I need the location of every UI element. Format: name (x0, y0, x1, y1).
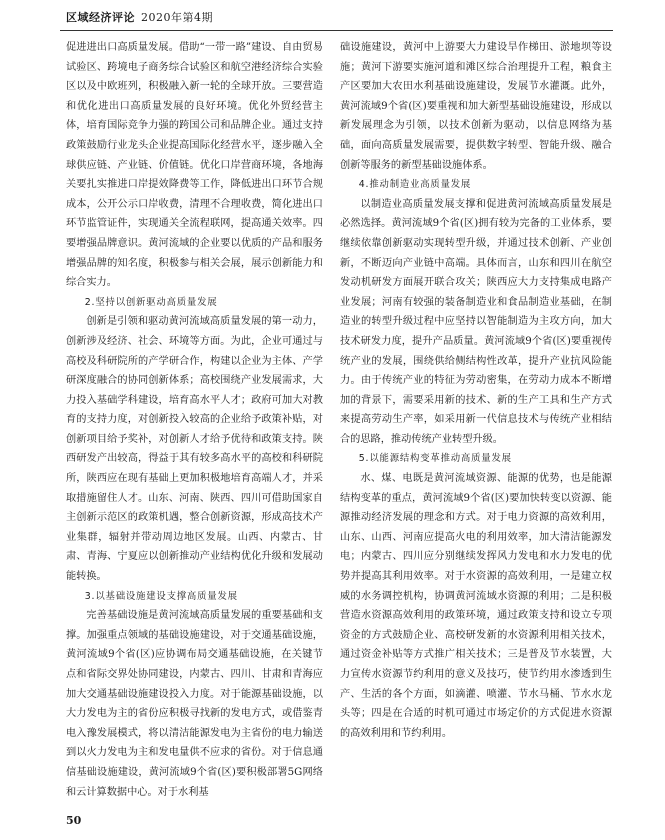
section-heading: 3.以基础设施建设支撑高质量发展 (84, 590, 238, 602)
paragraph: 水、煤、电既是黄河流域资源、能源的优势，也是能源结构变革的重点，黄河流域9个省(区)要加快转变以资源、能源推动经济发展的理念和方式。对于电力资源的高效利用，山东、山西、河南应提高火电的利用效率，加大清洁能源发电；内蒙古、四川应分别继续发挥风力发电和水力发电的优势并提高其利用效率。对于水资源的高效利用，一是建立权威的水务调控机构，协调黄河流域水资源的利用；二是积极营造水资源高效利用的政策环境，通过政策支持和设立专项资金的方式鼓励企业、高校研发新的水资源利用相关技术，通过资金补贴等方式推广相关技术；三是普及节水装置，大力宣传水资源节约利用的意义及技巧，使节约用水渗透到生产、生活的各个方面，如滴灌、喷灌、节水马桶、节水水龙头等；四是在合适的时机可通过市场定价的方式促进水资源的高效利用和节约利用。 (340, 473, 612, 739)
right-column (340, 38, 612, 743)
paragraph: 促进进出口高质量发展。借助“一带一路”建设、自由贸易试验区、跨境电子商务综合试验区和航空港经济综合实验区以及中欧班列，积极融入新一轮的全球开放。三要营造和优化进出口高质量发展的良好环境。优化外贸经营主体，培育国际竞争力强的跨国公司和品牌企业。通过支持政策鼓励行业龙头企业提高国际化经营水平，逐步融入全球供应链、产业链、价值链。优化口岸营商环境，各地海关要扎实推进口岸提效降费等工作，降低进出口环节合规成本，公开公示口岸收费，清理不合理收费，简化进出口环节监管证件，实现通关全流程联网，提高通关效率。四要增强品牌意识。黄河流域的企业要以优质的产品和服务增强品牌的知名度，积极参与相关会展，展示创新能力和综合实力。 (66, 42, 323, 289)
section-heading: 2.坚持以创新驱动高质量发展 (84, 296, 218, 308)
issue-label: 2020年第4期 (141, 11, 213, 24)
section-heading: 5.以能源结构变革推动高质量发展 (358, 453, 512, 465)
journal-title: 区域经济评论 (66, 11, 135, 24)
running-header (66, 9, 213, 25)
page-number: 50 (66, 814, 82, 827)
header-rule (60, 30, 613, 31)
paragraph: 完善基础设施是黄河流域高质量发展的重要基础和支撑。加强重点领域的基础设施建设，对于交通基础设施，黄河流域9个省(区)应协调布局交通基础设施，在关键节点和省际交界处协同建设，内蒙古、四川、甘肃和青海应加大交通基础设施建设投入力度。对于能源基础设施，以大力发电为主的省份应积极寻找新的发电方式，或借鉴青电入豫发展模式，将以清洁能源发电为主省份的电力输送到以火力发电为主和发电量供不应求的省份。对于信息通信基础设施建设，黄河流域9个省(区)要积极部署5G网络和云计算数据中心。对于水利基 (66, 610, 323, 798)
paragraph: 础设施建设，黄河中上游要大力建设旱作梯田、淤地坝等设施；黄河下游要实施河道和滩区综合治理提升工程，粮食主产区要加大农田水利基础设施建设，发展节水灌溉。此外，黄河流域9个省(区)要重视和加大新型基础设施建设，形成以新发展理念为引领，以技术创新为驱动，以信息网络为基础，面向高质量发展需要，提供数字转型、智能升级、融合创新等服务的新型基础设施体系。 (340, 42, 612, 171)
left-column (66, 38, 323, 802)
section-heading: 4.推动制造业高质量发展 (358, 179, 472, 191)
paragraph: 创新是引领和驱动黄河流域高质量发展的第一动力，创新涉及经济、社会、环境等方面。为此，企业可通过与高校及科研院所的产学研合作，构建以企业为主体、产学研深度融合的协同创新体系；高校围绕产业发展需求，大力投入基础学科建设，培育高水平人才；政府可加大对教育的支持力度，对创新投入较高的企业给予政策补贴，对创新项目给予奖补，对创新人才给予优待和政策支持。陕西研发产出较高，得益于其有较多高水平的高校和科研院所，陕西应在现有基础上更加积极地培育高端人才，并采取措施留住人才。山东、河南、陕西、四川可借助国家自主创新示范区的政策机遇，整合创新资源，形成高技术产业集群，辐射并带动周边地区发展。山西、内蒙古、甘肃、青海、宁夏应以创新推动产业结构优化升级和发展动能转换。 (66, 316, 323, 583)
paragraph: 以制造业高质量发展支撑和促进黄河流域高质量发展是必然选择。黄河流域9个省(区)拥有较为完备的工业体系，要继续依靠创新驱动实现转型升级，并通过技术创新、产业创新，不断迈向产业链中高端。具体而言，山东和四川在航空发动机研发方面展开联合攻关；陕西应大力支持集成电路产业发展；河南有较强的装备制造业和食品制造业基础，在制造业的转型升级过程中应坚持以智能制造为主攻方向，加大技术研发力度，提升产品质量。黄河流域9个省(区)要重视传统产业的发展，围绕供给侧结构性改革，提升产业抗风险能力。由于传统产业的特征为劳动密集，在劳动力成本不断增加的背景下，需要采用新的技术、新的生产工具和生产方式来提高劳动生产率，如采用新一代信息技术与传统产业相结合的思路，推动传统产业转型升级。 (340, 198, 612, 445)
